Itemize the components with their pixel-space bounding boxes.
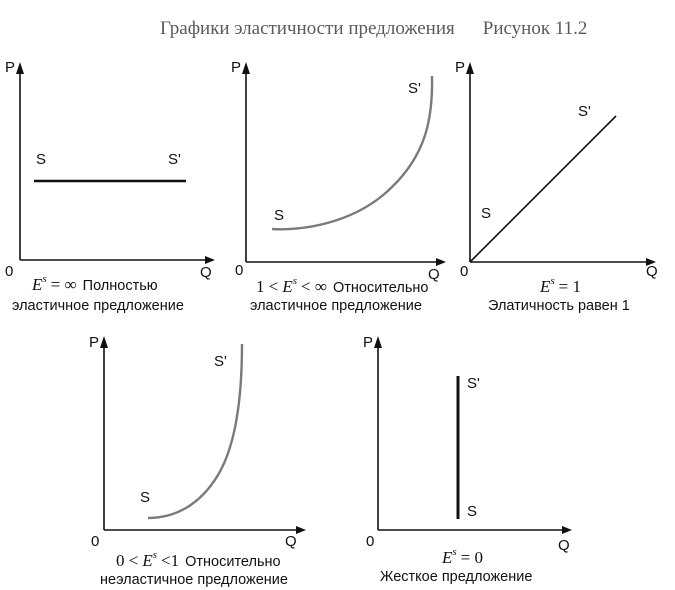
p-axis-arrow-icon — [466, 62, 474, 74]
curve-label-end: S' — [578, 103, 591, 120]
curve-label-start: S — [274, 207, 285, 224]
caption: неэластичное предложение — [100, 572, 288, 588]
p-axis-arrow-icon — [242, 62, 250, 74]
q-axis-arrow-icon — [296, 526, 306, 534]
q-axis-label: Q — [646, 263, 658, 280]
q-axis-label: Q — [428, 266, 440, 283]
elasticity-formula: $E^s = 0$ — [442, 546, 484, 567]
curve-label-end: S' — [214, 353, 227, 370]
q-axis-label: Q — [285, 533, 297, 550]
caption: эластичное предложение — [250, 298, 422, 314]
origin-label: 0 — [235, 262, 244, 279]
q-axis-label: Q — [200, 264, 212, 281]
supply-curve — [272, 76, 432, 229]
p-axis-label: P — [5, 59, 16, 76]
p-axis-label: P — [363, 334, 374, 351]
panel-relatively-elastic — [231, 59, 446, 314]
elasticity-formula: $1 < E^s$ < ∞ Относительно — [256, 275, 429, 296]
q-axis-arrow-icon — [205, 256, 215, 264]
q-axis-arrow-icon — [562, 526, 572, 534]
p-axis-arrow-icon — [16, 62, 24, 74]
caption: эластичное предложение — [12, 298, 184, 314]
curve-label-end: S' — [467, 375, 480, 392]
curve-label-start: S — [140, 489, 151, 506]
p-axis-label: P — [231, 59, 242, 76]
curve-label-start: S — [467, 503, 478, 520]
curve-label-end: S' — [168, 151, 181, 168]
q-axis-label: Q — [558, 537, 570, 554]
curve-label-start: S — [36, 151, 47, 168]
panel-relatively-inelastic — [89, 334, 306, 588]
caption: Элатичность равен 1 — [488, 298, 630, 314]
elasticity-formula: $0 < E^s <1$ Относительно — [116, 549, 281, 570]
panel-perfectly-inelastic — [363, 334, 572, 585]
supply-curve — [148, 344, 242, 518]
origin-label: 0 — [366, 533, 375, 550]
p-axis-label: P — [89, 334, 100, 351]
elasticity-formula: $E^s = 1$ — [540, 275, 582, 296]
diagram-title: Графики эластичности предложения — [160, 18, 455, 39]
p-axis-arrow-icon — [374, 336, 382, 348]
origin-label: 0 — [460, 263, 469, 280]
curve-label-start: S — [481, 205, 492, 222]
panel-perfectly-elastic — [5, 59, 215, 314]
origin-label: 0 — [5, 263, 14, 280]
p-axis-arrow-icon — [100, 336, 108, 348]
q-axis-arrow-icon — [436, 258, 446, 266]
p-axis-label: P — [455, 59, 466, 76]
elasticity-formula: $E^s$ = ∞ Полностью — [32, 273, 158, 294]
panel-unit-elastic — [455, 59, 658, 314]
figure-number: Рисунок 11.2 — [482, 18, 588, 39]
curve-label-end: S' — [408, 80, 421, 97]
origin-label: 0 — [91, 533, 100, 550]
supply-curve — [470, 116, 616, 262]
caption: Жесткое предложение — [380, 569, 533, 585]
